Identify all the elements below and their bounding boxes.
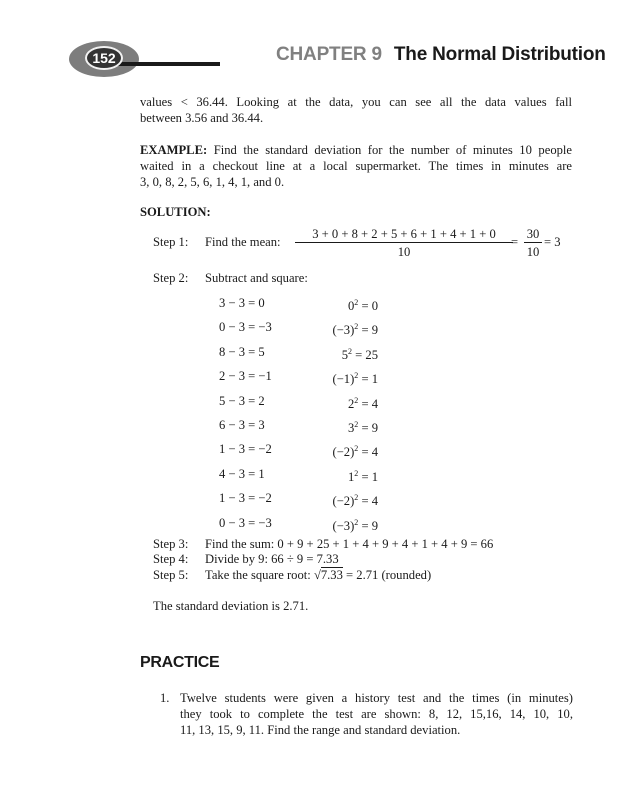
radical-sign: √ bbox=[313, 568, 321, 582]
difference-cell: 0 − 3 = −3 bbox=[219, 320, 272, 334]
step3-text: Find the sum: 0 + 9 + 25 + 1 + 4 + 9 + 4 + 1 + 4 + 9 = 66 bbox=[205, 537, 494, 551]
mean-equals: = bbox=[511, 235, 519, 249]
mean-numerator: 3 + 0 + 8 + 2 + 5 + 6 + 1 + 4 + 1 + 0 bbox=[312, 227, 496, 241]
step2-label: Step 2: bbox=[153, 271, 189, 285]
difference-cell: 1 − 3 = −2 bbox=[219, 442, 272, 456]
chapter-heading bbox=[276, 44, 606, 66]
mean-fraction-bar bbox=[295, 242, 513, 243]
step3-label: Step 3: bbox=[153, 537, 189, 551]
example-line-1: EXAMPLE: Find the standard deviation for the number of minutes 10 people bbox=[140, 143, 572, 157]
difference-cell: 8 − 3 = 5 bbox=[219, 345, 265, 359]
square-cell: $3^2 = 9$ bbox=[348, 420, 378, 436]
example-line-3: 3, 0, 8, 2, 5, 6, 1, 4, 1, and 0. bbox=[140, 175, 285, 189]
mean-fraction-bar-2 bbox=[524, 242, 542, 243]
square-cell: $(-2)^2 = 4$ bbox=[332, 493, 378, 509]
intro-line-2: between 3.56 and 36.44. bbox=[140, 111, 264, 125]
mean-denominator-2: 10 bbox=[526, 245, 540, 259]
square-cell: $(-3)^2 = 9$ bbox=[332, 322, 378, 338]
difference-cell: 2 − 3 = −1 bbox=[219, 369, 272, 383]
mean-result: = 3 bbox=[544, 235, 561, 249]
square-cell: $(-1)^2 = 1$ bbox=[332, 371, 378, 387]
header-rule bbox=[118, 62, 220, 66]
practice-line-1: Twelve students were given a history test and the times (in minutes) bbox=[180, 691, 573, 705]
example-line-2: waited in a checkout line at a local supermarket. The times in minutes are bbox=[140, 159, 572, 173]
practice-item-number: 1. bbox=[160, 691, 170, 705]
practice-item-text bbox=[180, 690, 573, 738]
difference-cell: 5 − 3 = 2 bbox=[219, 394, 265, 408]
mean-denominator: 10 bbox=[397, 245, 411, 259]
difference-cell: 1 − 3 = −2 bbox=[219, 491, 272, 505]
square-cell: $1^2 = 1$ bbox=[348, 469, 378, 485]
solution-label: SOLUTION: bbox=[140, 205, 211, 219]
step2-text: Subtract and square: bbox=[205, 271, 308, 285]
step1-label: Step 1: bbox=[153, 235, 189, 249]
difference-cell: 0 − 3 = −3 bbox=[219, 516, 272, 530]
example-paragraph bbox=[140, 142, 572, 190]
step1-text: Find the mean: bbox=[205, 235, 281, 249]
square-cell: $(-2)^2 = 4$ bbox=[332, 444, 378, 460]
difference-cell: 3 − 3 = 0 bbox=[219, 296, 265, 310]
chapter-label: CHAPTER 9 bbox=[276, 44, 382, 65]
chapter-title: The Normal Distribution bbox=[393, 44, 606, 65]
step5-label: Step 5: bbox=[153, 568, 189, 582]
practice-heading: PRACTICE bbox=[140, 654, 220, 671]
step5-text: Take the square root: √7.33 = 2.71 (rounded) bbox=[205, 568, 432, 582]
page-number: 152 bbox=[85, 46, 123, 70]
mean-numerator-2: 30 bbox=[526, 227, 540, 241]
square-cell: $5^2 = 25$ bbox=[341, 347, 378, 363]
step4-text: Divide by 9: 66 ÷ 9 = 7.33 bbox=[205, 552, 339, 566]
practice-line-2: they took to complete the test are shown: 8, 12, 15,16, 14, 10, 10, bbox=[180, 707, 573, 721]
conclusion: The standard deviation is 2.71. bbox=[153, 599, 309, 613]
square-cell: $0^2 = 0$ bbox=[348, 298, 378, 314]
intro-paragraph bbox=[140, 94, 572, 126]
radicand: 7.33 bbox=[320, 568, 343, 582]
difference-cell: 4 − 3 = 1 bbox=[219, 467, 265, 481]
practice-line-3: 11, 13, 15, 9, 11. Find the range and standard deviation. bbox=[180, 723, 461, 737]
intro-line-1: values < 36.44. Looking at the data, you can see all the data values fall bbox=[140, 95, 572, 109]
step4-label: Step 4: bbox=[153, 552, 189, 566]
difference-cell: 6 − 3 = 3 bbox=[219, 418, 265, 432]
square-cell: $(-3)^2 = 9$ bbox=[332, 518, 378, 534]
square-cell: $2^2 = 4$ bbox=[348, 396, 378, 412]
example-label: EXAMPLE: bbox=[140, 143, 208, 157]
